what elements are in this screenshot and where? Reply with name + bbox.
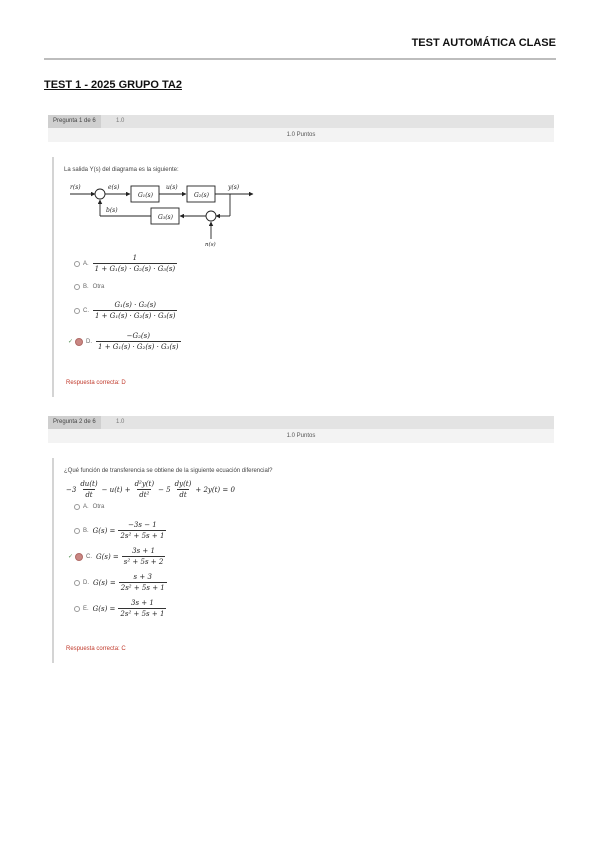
q2-option-d[interactable]: D. G(s) = $\frac{s + 3}{\text{2s² + 5s + 1}}$ (74, 573, 167, 592)
question-2-body (52, 458, 554, 663)
option-formula: $\frac{1}{\text{1 + G₁(s) · G₂(s) · G₃(s)}}$ (94, 254, 176, 273)
diagram-label-e: e(s) (108, 184, 120, 191)
question-2-correct-answer: Respuesta correcta: C (66, 646, 126, 652)
q2-option-a[interactable]: A. Otra (74, 504, 104, 510)
q1-option-d[interactable]: ✓ D. $\frac{\text{−G₂(s)}}{\text{1 + G₁(s) · G₂(s) · G₃(s)}}$ (68, 332, 179, 351)
q2-option-b[interactable]: B. G(s) = $\frac{-3s - 1}{\text{2s² + 5s + 1}}$ (74, 521, 166, 540)
question-2-tab[interactable]: Pregunta 2 de 6 (48, 416, 101, 429)
diagram-label-b: b(s) (106, 207, 118, 214)
document-title: TEST AUTOMÁTICA CLASE (411, 37, 556, 49)
question-1-header (48, 115, 554, 128)
option-formula: $\frac{-3s - 1}{\text{2s² + 5s + 1}}$ (120, 521, 165, 540)
option-formula: $\frac{\text{G₁(s) · G₂(s)}}{\text{1 + G₁(s) · G₂(s) · G₃(s)}}$ (95, 301, 176, 320)
q1-option-a[interactable]: A. $\frac{1}{\text{1 + G₁(s) · G₂(s) · G₃(s)}}$ (74, 254, 177, 273)
check-icon: ✓ (68, 339, 74, 345)
question-1-score: 1.0 (116, 118, 125, 124)
diagram-label-n: n(s) (205, 242, 216, 247)
question-1-points: 1.0 Puntos (48, 128, 554, 142)
radio-icon[interactable] (75, 338, 83, 346)
option-formula: $\frac{3s + 1}{\text{s² + 5s + 2}}$ (123, 547, 164, 566)
diagram-block-g1: G₁(s) (138, 192, 153, 199)
q2-option-c[interactable]: ✓ C. G(s) = $\frac{3s + 1}{\text{s² + 5s + 2}}$ (68, 547, 164, 566)
diagram-label-r: r(s) (70, 184, 81, 191)
question-1-body (52, 157, 554, 397)
q1-option-c[interactable]: C. $\frac{\text{G₁(s) · G₂(s)}}{\text{1 + G₁(s) · G₂(s) · G₃(s)}}$ (74, 301, 177, 320)
question-2-header (48, 416, 554, 429)
question-1-correct-answer: Respuesta correcta: D (66, 380, 126, 386)
q2-option-e[interactable]: E. G(s) = $\frac{3s + 1}{\text{2s² + 5s + 1}}$ (74, 599, 166, 618)
document-header (44, 36, 556, 60)
diagram-block-g3: G₃(s) (158, 214, 173, 221)
q1-option-b[interactable]: B. Otra (74, 284, 104, 290)
radio-icon[interactable] (75, 553, 83, 561)
diagram-label-y: y(s) (228, 184, 240, 191)
option-formula: $\frac{s + 3}{\text{2s² + 5s + 1}}$ (120, 573, 165, 592)
radio-icon[interactable] (74, 261, 80, 267)
check-icon: ✓ (68, 554, 74, 560)
diagram-block-g2: G₂(s) (194, 192, 209, 199)
question-1-tab[interactable]: Pregunta 1 de 6 (48, 115, 101, 128)
radio-icon[interactable] (74, 504, 80, 510)
question-1-prompt: La salida Y(s) del diagrama es la siguiente: (64, 167, 179, 173)
radio-icon[interactable] (74, 528, 80, 534)
test-title: TEST 1 - 2025 GRUPO TA2 (44, 79, 182, 91)
block-diagram (68, 179, 258, 247)
radio-icon[interactable] (74, 284, 80, 290)
radio-icon[interactable] (74, 606, 80, 612)
diagram-label-u: u(s) (166, 184, 178, 191)
radio-icon[interactable] (74, 580, 80, 586)
question-2-points: 1.0 Puntos (48, 429, 554, 443)
question-2-prompt: ¿Qué función de transferencia se obtiene de la siguiente ecuación diferencial? (64, 468, 273, 474)
question-2-score: 1.0 (116, 419, 125, 425)
radio-icon[interactable] (74, 308, 80, 314)
differential-equation: −3 $\frac{du(t)}{dt}$ − u(t) + $\frac{\text{d²y(t)}}{\text{dt²}}$ − 5 $\frac{dy(t)}{dt}$ + 2y(t) = 0 (66, 480, 235, 499)
option-formula: $\frac{3s + 1}{\text{2s² + 5s + 1}}$ (120, 599, 165, 618)
option-formula: $\frac{\text{−G₂(s)}}{\text{1 + G₁(s) · G₂(s) · G₃(s)}}$ (98, 332, 179, 351)
